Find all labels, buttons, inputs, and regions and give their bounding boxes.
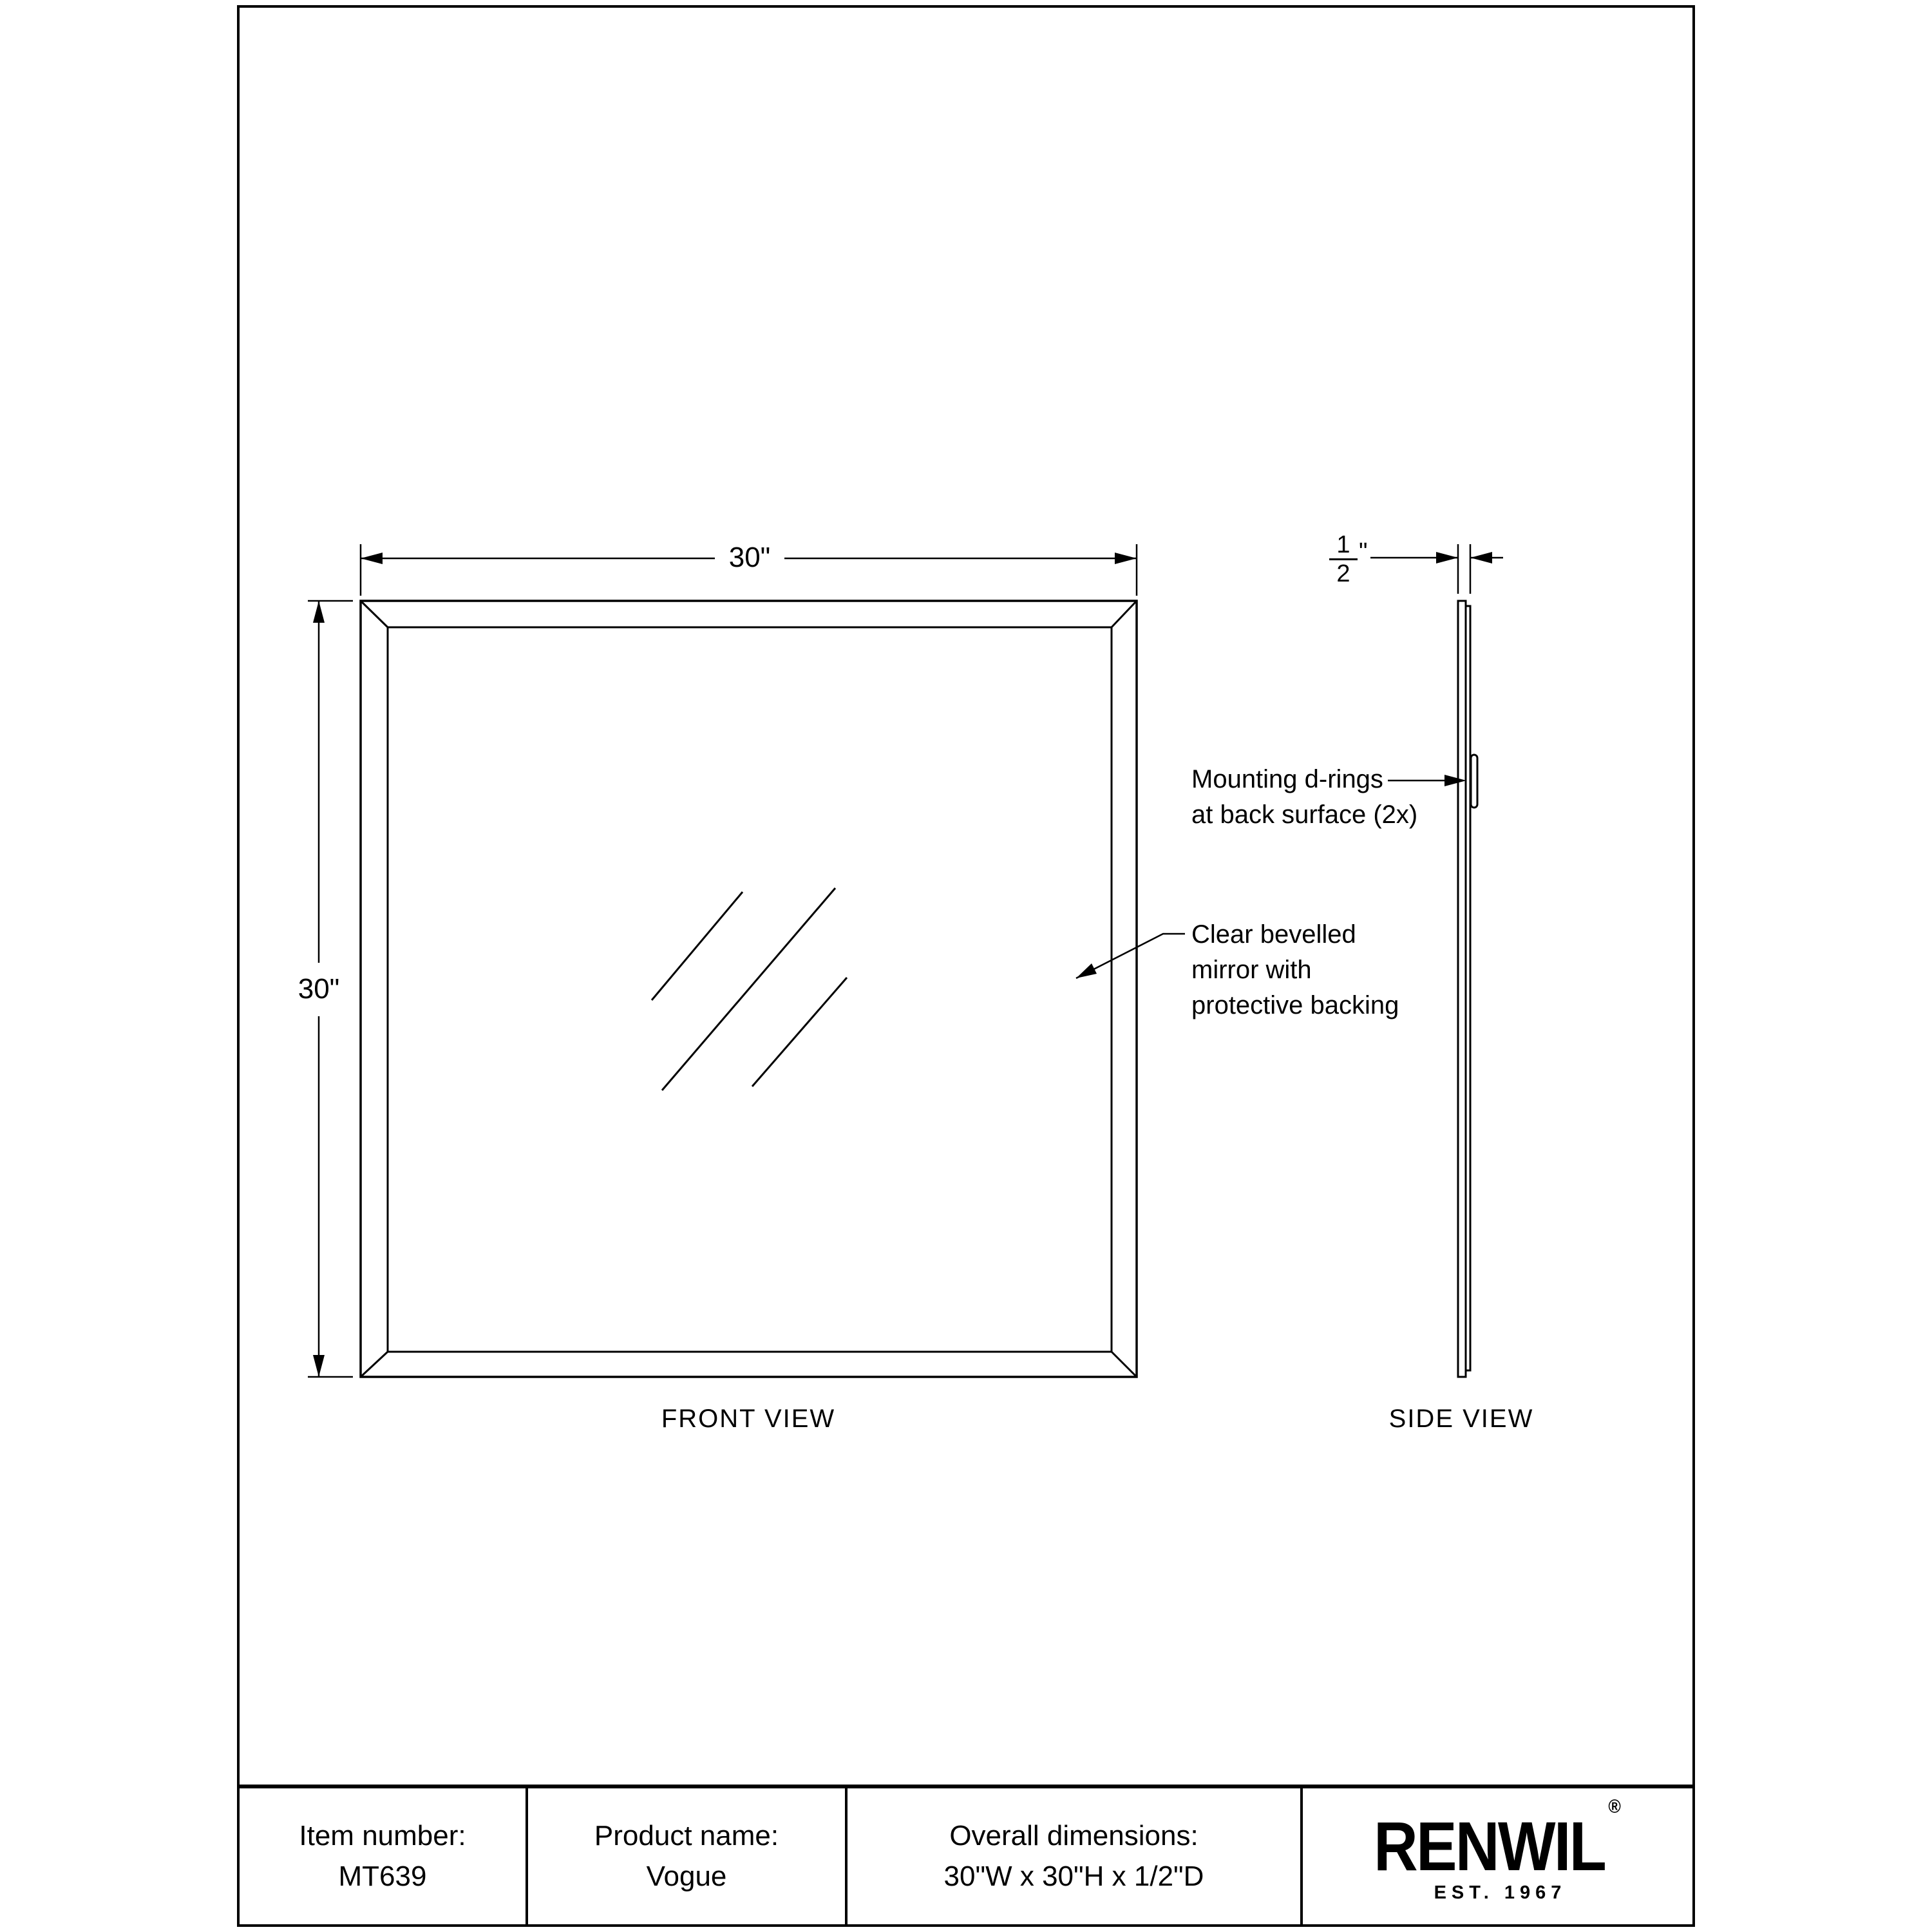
bevel-miter-bottom-left	[361, 1352, 388, 1377]
mirror-reflection-line-2	[662, 888, 835, 1090]
brand-logo-text: RENWIL	[1374, 1807, 1605, 1885]
side-view-backing-profile	[1466, 606, 1470, 1370]
depth-fraction-denominator: 2	[1336, 560, 1350, 587]
product-name-label: Product name:	[594, 1820, 779, 1852]
front-view-label: FRONT VIEW	[661, 1405, 836, 1433]
mounting-annotation-line-2: at back surface (2x)	[1191, 800, 1418, 829]
bevel-miter-bottom-right	[1112, 1352, 1137, 1377]
mounting-leader-arrow	[1444, 775, 1466, 786]
depth-dimension-value	[1329, 532, 1358, 587]
height-dim-arrow-top	[313, 601, 325, 623]
side-view-mirror-profile	[1458, 601, 1466, 1377]
mirror-annotation	[1191, 917, 1399, 1023]
mirror-reflection-line-3	[752, 978, 847, 1086]
overall-dimensions-cell	[846, 1786, 1302, 1926]
brand-cell	[1302, 1786, 1694, 1926]
depth-dimension-unit: "	[1359, 538, 1368, 565]
item-number-value: MT639	[338, 1861, 427, 1892]
page-border	[238, 6, 1694, 1926]
height-dimension-value: 30"	[298, 973, 340, 1005]
mounting-d-ring-shape	[1471, 755, 1477, 808]
width-dimension-value: 30"	[728, 542, 771, 573]
depth-dim-arrow-right	[1470, 552, 1492, 564]
overall-dimensions-label: Overall dimensions:	[949, 1820, 1198, 1852]
mirror-annotation-line-3: protective backing	[1191, 991, 1399, 1019]
side-view-label: SIDE VIEW	[1388, 1405, 1534, 1433]
depth-dim-arrow-left	[1436, 552, 1458, 564]
width-dim-arrow-right	[1115, 553, 1137, 564]
mirror-annotation-line-2: mirror with	[1191, 956, 1312, 984]
depth-fraction-numerator: 1	[1329, 532, 1358, 560]
product-name-cell	[527, 1786, 846, 1926]
product-name-value: Vogue	[646, 1861, 727, 1892]
brand-established: EST. 1967	[1434, 1882, 1567, 1903]
mirror-leader-arrow	[1076, 963, 1097, 978]
height-dim-arrow-bottom	[313, 1355, 325, 1377]
mirror-reflection-line-1	[652, 892, 743, 1000]
bevel-miter-top-left	[361, 601, 388, 627]
item-number-cell	[238, 1786, 527, 1926]
mounting-annotation-line-1: Mounting d-rings	[1191, 765, 1383, 793]
bevel-miter-top-right	[1112, 601, 1137, 627]
mounting-annotation	[1191, 762, 1417, 833]
width-dim-arrow-left	[361, 553, 383, 564]
registered-trademark-icon: ®	[1608, 1796, 1622, 1817]
overall-dimensions-value: 30"W x 30"H x 1/2"D	[943, 1861, 1204, 1892]
mirror-annotation-line-1: Clear bevelled	[1191, 920, 1356, 949]
item-number-label: Item number:	[299, 1820, 466, 1852]
brand-logo	[1374, 1796, 1622, 1885]
